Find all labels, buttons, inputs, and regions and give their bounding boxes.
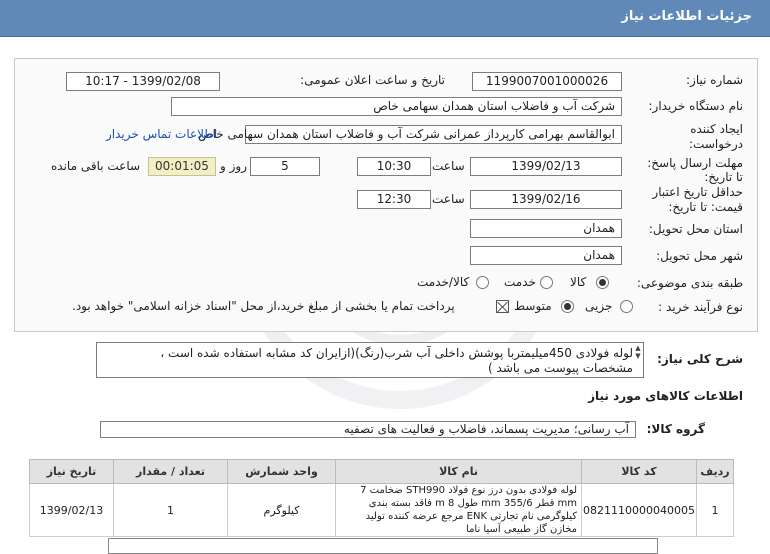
- category-option-service: خدمت: [504, 275, 536, 289]
- col-unit: واحد شمارش: [228, 460, 336, 484]
- validity-label-2: قیمت: تا تاریخ:: [668, 200, 743, 214]
- deadline-time-label: ساعت: [432, 159, 465, 173]
- creator-label-2: درخواست:: [689, 137, 743, 151]
- need-number-field[interactable]: 1199007001000026: [472, 72, 622, 91]
- goods-table: [29, 459, 734, 537]
- goods-group-value: آب رسانی؛ مدیریت پسماند، فاضلاب و فعالیت های تصفیه: [343, 422, 629, 436]
- category-option-both: کالا/خدمت: [417, 275, 470, 289]
- process-label: نوع فرآیند خرید :: [658, 300, 743, 314]
- page-title: جزئیات اطلاعات نیاز: [621, 9, 752, 24]
- category-label: طبقه بندی موضوعی:: [636, 276, 743, 290]
- cell-row: 1: [697, 484, 734, 537]
- deadline-label: مهلت ارسال پاسخ:: [647, 156, 743, 170]
- city-field[interactable]: همدان: [470, 246, 622, 265]
- announce-label: تاریخ و ساعت اعلان عمومی:: [300, 73, 445, 87]
- page-header: [0, 0, 770, 37]
- creator-label: ایجاد کننده: [690, 122, 743, 136]
- scroll-arrows-icon[interactable]: ▲ ▼: [635, 344, 641, 360]
- validity-date-field[interactable]: 1399/02/16: [470, 190, 622, 209]
- goods-section-title: اطلاعات کالاهای مورد نیاز: [588, 389, 743, 403]
- province-field[interactable]: همدان: [470, 219, 622, 238]
- category-radio-both[interactable]: [476, 276, 489, 289]
- announce-field[interactable]: 1399/02/08 - 10:17: [66, 72, 220, 91]
- process-option-small: جزیی: [585, 299, 613, 313]
- process-radio-medium[interactable]: [561, 300, 574, 313]
- col-code: کد کالا: [582, 460, 697, 484]
- col-name: نام کالا: [336, 460, 582, 484]
- validity-label: حداقل تاریخ اعتبار: [652, 185, 743, 199]
- validity-time-field[interactable]: 12:30: [357, 190, 431, 209]
- cell-date: 1399/02/13: [30, 484, 114, 537]
- need-number-label: شماره نیاز:: [686, 73, 743, 87]
- treasury-checkbox[interactable]: [496, 300, 509, 313]
- col-qty: تعداد / مقدار: [114, 460, 228, 484]
- bottom-field[interactable]: [108, 538, 658, 554]
- cell-name: لوله فولادی بدون درز نوع فولاد STH990 ضخامت 7 mm قطر 355/6 mm طول 8 m فاقد بسته بندی کیلوگرمی نام تجارتی ENK مرجع عرضه کننده تولید مخازن گاز طبیعی آسیا ناما: [336, 484, 582, 537]
- goods-group-field[interactable]: [100, 421, 636, 438]
- category-radio-goods[interactable]: [596, 276, 609, 289]
- process-option-medium: متوسط: [514, 299, 552, 313]
- buyer-field[interactable]: شرکت آب و فاضلاب استان همدان سهامی خاص: [171, 97, 622, 116]
- table-row[interactable]: [30, 484, 734, 537]
- remaining-timer: 00:01:05: [148, 157, 216, 176]
- category-option-goods: کالا: [570, 275, 587, 289]
- description-textarea[interactable]: [96, 342, 644, 378]
- buyer-label: نام دستگاه خریدار:: [648, 99, 743, 113]
- deadline-date-field[interactable]: 1399/02/13: [470, 157, 622, 176]
- col-date: تاریخ نیاز: [30, 460, 114, 484]
- description-text: لوله فولادی 450میلیمتربا پوشش داخلی آب شرب(رنگ)(ازایران کد مشابه استفاده شده است ، مشخصات پیوست می باشد ): [160, 346, 633, 375]
- days-field[interactable]: 5: [250, 157, 320, 176]
- cell-code: 0821110000040005: [582, 484, 697, 537]
- cell-unit: کیلوگرم: [228, 484, 336, 537]
- category-radio-service[interactable]: [540, 276, 553, 289]
- deadline-time-field[interactable]: 10:30: [357, 157, 431, 176]
- goods-table-header: [30, 460, 734, 484]
- process-radio-small[interactable]: [620, 300, 633, 313]
- deadline-label-2: تا تاریخ:: [704, 170, 743, 184]
- treasury-note: پرداخت تمام یا بخشی از مبلغ خرید،از محل "اسناد خزانه اسلامی" خواهد بود.: [72, 299, 455, 313]
- validity-time-label: ساعت: [432, 192, 465, 206]
- col-row: ردیف: [697, 460, 734, 484]
- days-label: روز و: [220, 159, 247, 173]
- description-label: شرح کلی نیاز:: [657, 352, 743, 366]
- goods-group-label: گروه کالا:: [646, 422, 705, 436]
- province-label: استان محل تحویل:: [648, 222, 743, 236]
- cell-qty: 1: [114, 484, 228, 537]
- city-label: شهر محل تحویل:: [656, 249, 743, 263]
- buyer-contact-link[interactable]: اطلاعات تماس خریدار: [106, 127, 218, 141]
- remaining-label: ساعت باقی مانده: [51, 159, 141, 173]
- creator-field[interactable]: ابوالقاسم بهرامی کارپرداز عمرانی شرکت آب و فاضلاب استان همدان سهامی خاص: [245, 125, 622, 144]
